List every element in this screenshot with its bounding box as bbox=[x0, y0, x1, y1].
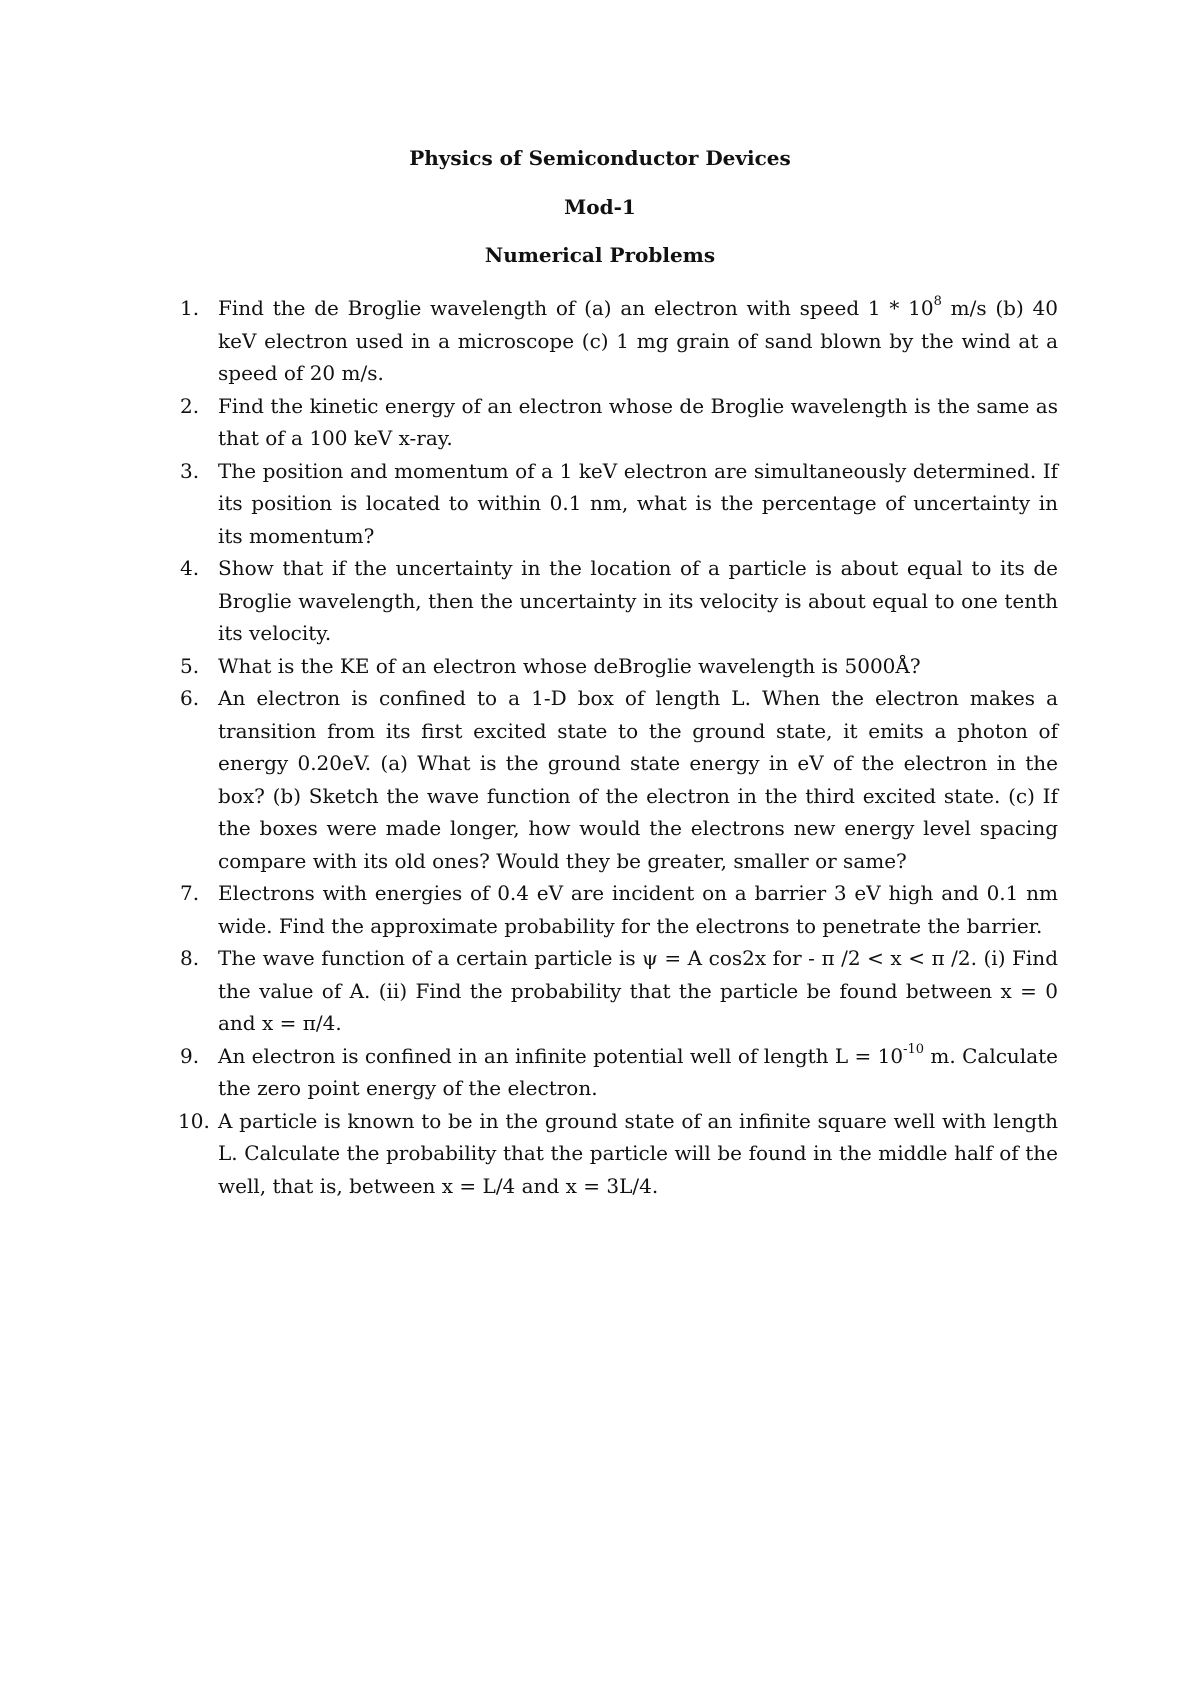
problem-text: An electron is confined to a 1-D box of length L. When the electron makes a transition from its first excited state to the ground state, it emits a photon of energy 0.20eV. (a) What is the ground state energy in eV of the electron in the box? (b) Sketch the wave function of the electron in the third excited state. (c) If the boxes were made longer, how would the electrons new energy level spacing compare with its old ones? Would they be greater, smaller or same? bbox=[218, 686, 1058, 873]
module-label: Mod-1 bbox=[564, 195, 636, 219]
problem-number: 8. bbox=[180, 946, 200, 970]
problem-item bbox=[180, 682, 1058, 877]
problem-item bbox=[180, 877, 1058, 942]
problem-item bbox=[180, 390, 1058, 455]
problem-number: 6. bbox=[180, 686, 200, 710]
problem-list bbox=[180, 292, 1058, 1202]
problem-text: A particle is known to be in the ground state of an infinite square well with length L. Calculate the probability that the particle will be found in the middle half of the well, that is, between x = L/4 and x = 3L/4. bbox=[218, 1108, 1058, 1198]
problem-item bbox=[180, 552, 1058, 650]
problem-item bbox=[180, 942, 1058, 1040]
problem-text: The wave function of a certain particle is ψ = A cos2x for - π /2 < x < π /2. (i) Find the value of A. (ii) Find the probability that the particle be found between x = 0 and x = π/4. bbox=[218, 946, 1058, 1035]
problem-text: The position and momentum of a 1 keV electron are simultaneously determined. If its position is located to within 0.1 nm, what is the percentage of uncertainty in its momentum? bbox=[218, 458, 1058, 548]
problem-item bbox=[180, 1105, 1058, 1203]
problem-number: 2. bbox=[180, 393, 200, 418]
problem-text: An electron is confined in an infinite potential well of length $L = 10^{-10}$ m. Calculate the zero point energy of the electron. bbox=[218, 1041, 1058, 1100]
section-subtitle: Numerical Problems bbox=[484, 243, 716, 267]
problem-item bbox=[180, 455, 1058, 553]
problem-item bbox=[180, 1040, 1058, 1105]
problem-number: 10. bbox=[178, 1108, 210, 1133]
problem-number: 7. bbox=[180, 881, 200, 905]
problem-number: 9. bbox=[180, 1043, 200, 1068]
problem-text: What is the KE of an electron whose deBroglie wavelength is 5000Å? bbox=[218, 653, 921, 678]
superscript: -10 bbox=[903, 1041, 925, 1057]
problem-text: Electrons with energies of 0.4 eV are incident on a barrier 3 eV high and 0.1 nm wide. Find the approximate probability for the electrons to penetrate the barrier. bbox=[218, 881, 1058, 938]
document-title: Physics of Semiconductor Devices bbox=[409, 146, 791, 170]
problem-number: 1. bbox=[180, 296, 200, 320]
problem-text: Find the kinetic energy of an electron whose de Broglie wavelength is the same as that of a 100 keV x-ray. bbox=[218, 393, 1058, 450]
problem-text: Show that if the uncertainty in the location of a particle is about equal to its de Broglie wavelength, then the uncertainty in its velocity is about equal to one tenth its velocity. bbox=[218, 556, 1058, 645]
problem-number: 3. bbox=[180, 458, 200, 483]
problem-item bbox=[180, 650, 1058, 683]
problem-text: Find the de Broglie wavelength of (a) an electron with speed $1 * 10^8$ m/s (b) 40 keV electron used in a microscope (c) 1 mg grain of sand blown by the wind at a speed of 20 m/s. bbox=[218, 294, 1058, 385]
problem-item bbox=[180, 292, 1058, 390]
problem-number: 5. bbox=[180, 653, 200, 678]
problem-number: 4. bbox=[180, 556, 200, 580]
superscript: 8 bbox=[933, 294, 942, 310]
